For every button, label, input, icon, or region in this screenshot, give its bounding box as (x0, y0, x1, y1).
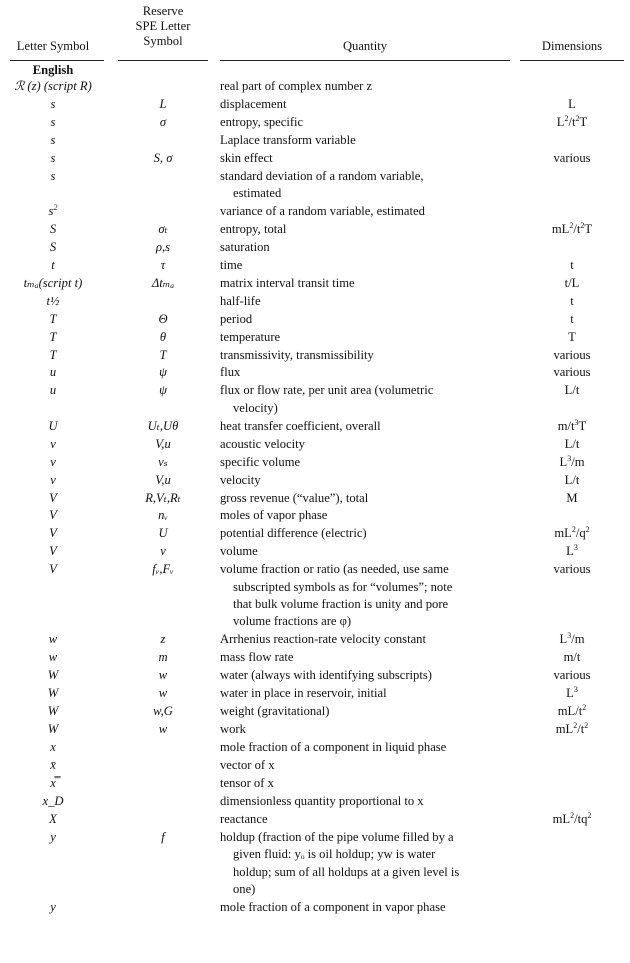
quantity-line: flux or flow rate, per unit area (volumetric (220, 383, 434, 398)
quantity-line: velocity (220, 472, 261, 487)
reserve-symbol: nᵥ (158, 508, 168, 523)
letter-symbol: w (48, 650, 58, 665)
quantity-line: entropy, total (220, 221, 287, 236)
quantity-line: displacement (220, 96, 287, 111)
dimensions: $mL^2/t^2$ (555, 721, 589, 737)
quantity-line: flux (220, 365, 241, 380)
quantity-line: that bulk volume fraction is unity and pore (233, 597, 449, 612)
quantity-line: Laplace transform variable (220, 132, 356, 147)
quantity (220, 311, 520, 328)
quantity (220, 899, 520, 916)
quantity-line: potential difference (electric) (220, 526, 367, 541)
letter-symbol: s (50, 132, 56, 147)
quantity (220, 667, 520, 684)
quantity-line: estimated (233, 186, 282, 201)
dimensions: various (553, 365, 591, 380)
letter-symbol: u (49, 365, 57, 380)
quantity (220, 329, 520, 346)
dimensions: t (570, 293, 574, 308)
table-row (0, 775, 630, 793)
quantity-line: temperature (220, 329, 281, 344)
table-row (0, 899, 630, 917)
header-reserve-line3: Symbol (143, 34, 183, 48)
table-row (0, 221, 630, 239)
reserve-symbol: V,u (155, 436, 171, 451)
quantity-line: moles of vapor phase (220, 508, 328, 523)
dimensions: L/t (564, 472, 580, 487)
letter-symbol: v (50, 454, 56, 469)
reserve-symbol: m (158, 650, 168, 665)
letter-symbol: t½ (46, 293, 60, 308)
table-row (0, 203, 630, 221)
table-row (0, 239, 630, 257)
letter-symbol: W (47, 668, 59, 683)
dimensions: t/L (564, 275, 580, 290)
letter-symbol: w (48, 632, 58, 647)
quantity (220, 703, 520, 720)
table-row (0, 168, 630, 203)
quantity-line: holdup; sum of all holdups at a given level is (233, 864, 460, 879)
quantity (220, 543, 520, 560)
letter-symbol: $s^2$ (48, 203, 58, 219)
dimensions: various (553, 562, 591, 577)
quantity (220, 78, 520, 95)
letter-symbol: V (49, 562, 57, 577)
table-row (0, 739, 630, 757)
letter-symbol: V (49, 508, 57, 523)
table-row (0, 293, 630, 311)
quantity (220, 775, 520, 792)
quantity-line: gross revenue (“value”), total (220, 490, 369, 505)
quantity-line: half-life (220, 293, 261, 308)
table-row (0, 561, 630, 631)
header-letter-symbol: Letter Symbol (16, 39, 90, 53)
dimensions: $mL^2/tq^2$ (552, 810, 592, 826)
table-row (0, 793, 630, 811)
quantity-line: heat transfer coefficient, overall (220, 418, 381, 433)
quantity (220, 454, 520, 471)
letter-symbol: T (49, 347, 57, 362)
header-dimensions: Dimensions (541, 39, 603, 53)
reserve-symbol: τ (160, 257, 166, 272)
quantity-line: skin effect (220, 150, 273, 165)
table-row (0, 436, 630, 454)
quantity (220, 275, 520, 292)
dimensions: various (553, 668, 591, 683)
reserve-symbol: z (160, 632, 166, 647)
table-row (0, 525, 630, 543)
table-row (0, 311, 630, 329)
dimensions: $L^3/m$ (559, 453, 585, 469)
quantity (220, 114, 520, 131)
quantity (220, 525, 520, 542)
table-row (0, 150, 630, 168)
reserve-symbol: U (158, 526, 168, 541)
table-row (0, 829, 630, 899)
letter-symbol: y (50, 899, 56, 914)
quantity-line: volume fraction or ratio (as needed, use same (220, 562, 449, 577)
dimensions: various (553, 347, 591, 362)
quantity-line: velocity) (233, 400, 278, 415)
quantity (220, 757, 520, 774)
quantity-line: subscripted symbols as for “volumes”; note (233, 579, 453, 594)
table-row (0, 721, 630, 739)
symbol-table-body (0, 62, 630, 917)
letter-symbol: S (49, 239, 57, 254)
letter-symbol: W (47, 722, 59, 737)
dimensions: L (568, 96, 576, 111)
letter-symbol: x̄ (50, 757, 56, 772)
header-rule-reserve (118, 60, 208, 61)
quantity-line: mass flow rate (220, 650, 294, 665)
letter-symbol: U (48, 418, 58, 433)
table-row (0, 631, 630, 649)
letter-symbol: V (49, 490, 57, 505)
quantity-line: variance of a random variable, estimated (220, 204, 425, 219)
letter-symbol: x̿ (50, 775, 56, 790)
quantity (220, 96, 520, 113)
letter-symbol: ℛ (z) (script R) (14, 79, 92, 93)
letter-symbol: X (49, 811, 57, 826)
quantity (220, 257, 520, 274)
quantity-line: matrix interval transit time (220, 275, 355, 290)
quantity (220, 418, 520, 435)
quantity (220, 382, 520, 417)
quantity-line: water (always with identifying subscripts) (220, 668, 432, 683)
dimensions: t (570, 257, 574, 272)
table-row (0, 757, 630, 775)
dimensions: $mL/t^2$ (557, 703, 587, 719)
table-row (0, 275, 630, 293)
reserve-symbol: v (160, 544, 166, 559)
letter-symbol: s (50, 114, 56, 129)
reserve-symbol: V,u (155, 472, 171, 487)
dimensions: $mL^2/t^2T$ (551, 220, 593, 236)
quantity-line: vector of x (220, 757, 275, 772)
quantity (220, 472, 520, 489)
reserve-symbol: w (158, 668, 168, 683)
quantity (220, 347, 520, 364)
quantity (220, 685, 520, 702)
letter-symbol: s (50, 168, 56, 183)
dimensions: $m/t^3T$ (557, 417, 587, 433)
table-row (0, 454, 630, 472)
dimensions: t (570, 311, 574, 326)
quantity-line: one) (233, 881, 256, 896)
quantity (220, 364, 520, 381)
quantity (220, 561, 520, 631)
table-row (0, 418, 630, 436)
quantity-line: period (220, 311, 253, 326)
quantity (220, 793, 520, 810)
letter-symbol: T (49, 329, 57, 344)
table-row (0, 667, 630, 685)
quantity (220, 221, 520, 238)
quantity-line: specific volume (220, 454, 301, 469)
reserve-symbol: Δtₘₐ (151, 275, 175, 290)
quantity-line: weight (gravitational) (220, 704, 330, 719)
letter-symbol: W (47, 686, 59, 701)
quantity (220, 811, 520, 828)
header-rule-quantity (220, 60, 510, 61)
reserve-symbol: σ (159, 114, 167, 129)
reserve-symbol: L (159, 96, 167, 111)
quantity-line: transmissivity, transmissibility (220, 347, 374, 362)
quantity (220, 631, 520, 648)
table-row (0, 96, 630, 114)
quantity (220, 829, 520, 899)
quantity-line: dimensionless quantity proportional to x (220, 793, 424, 808)
table-row (0, 543, 630, 561)
quantity-line: time (220, 257, 243, 272)
dimensions: L/t (564, 436, 580, 451)
quantity (220, 132, 520, 149)
letter-symbol: s (50, 150, 56, 165)
reserve-symbol: fᵥ,Fᵥ (152, 562, 174, 577)
reserve-symbol: ρ,s (155, 239, 171, 254)
quantity-line: volume fractions are φ) (233, 614, 352, 629)
reserve-symbol: θ (159, 329, 167, 344)
letter-symbol: V (49, 544, 57, 559)
reserve-symbol: R,Vₜ,Rₜ (145, 490, 181, 505)
reserve-symbol: vₛ (158, 454, 168, 469)
quantity (220, 203, 520, 220)
section-row (0, 62, 630, 78)
quantity (220, 739, 520, 756)
table-row (0, 649, 630, 667)
reserve-symbol: ψ (159, 383, 167, 398)
dimensions: m/t (563, 650, 581, 665)
reserve-symbol: w (158, 722, 168, 737)
table-row (0, 685, 630, 703)
quantity (220, 239, 520, 256)
quantity (220, 436, 520, 453)
quantity (220, 490, 520, 507)
header-reserve-line1: Reserve (142, 4, 184, 18)
quantity (220, 150, 520, 167)
quantity-line: entropy, specific (220, 114, 304, 129)
quantity-line: mole fraction of a component in vapor phase (220, 899, 446, 914)
quantity (220, 293, 520, 310)
quantity-line: acoustic velocity (220, 436, 305, 451)
table-row (0, 347, 630, 365)
table-row (0, 132, 630, 150)
table-row (0, 364, 630, 382)
letter-symbol: v (50, 472, 56, 487)
reserve-symbol: ψ (159, 365, 167, 380)
dimensions: $mL^2/q^2$ (554, 525, 590, 541)
table-row (0, 329, 630, 347)
table-row (0, 114, 630, 132)
table-row (0, 257, 630, 275)
quantity-line: work (220, 722, 246, 737)
letter-symbol: v (50, 436, 56, 451)
table-row (0, 811, 630, 829)
reserve-symbol: f (161, 829, 165, 844)
dimensions: various (553, 150, 591, 165)
table-row (0, 78, 630, 96)
reserve-symbol: S, σ (153, 150, 173, 165)
table-row (0, 507, 630, 525)
quantity-line: mole fraction of a component in liquid phase (220, 740, 447, 755)
letter-symbol: y (50, 829, 56, 844)
quantity (220, 721, 520, 738)
quantity (220, 507, 520, 524)
quantity-line: Arrhenius reaction-rate velocity constant (220, 632, 426, 647)
letter-symbol: S (49, 221, 57, 236)
header-quantity: Quantity (342, 39, 388, 53)
letter-symbol: tₘₐ(script t) (23, 275, 83, 290)
letter-symbol: u (49, 383, 57, 398)
quantity-line: volume (220, 544, 258, 559)
reserve-symbol: w,G (153, 704, 173, 719)
quantity-line: holdup (fraction of the pipe volume filled by a (220, 829, 454, 844)
header-rule-letter (10, 60, 104, 61)
reserve-symbol: Θ (158, 311, 168, 326)
letter-symbol: x_D (42, 793, 64, 808)
reserve-symbol: σₜ (158, 221, 168, 236)
letter-symbol: s (50, 96, 56, 111)
dimensions: T (568, 329, 576, 344)
letter-symbol: t (51, 257, 55, 272)
dimensions: $L^3/m$ (559, 631, 585, 647)
section-label: English (32, 63, 74, 77)
dimensions: $L^3$ (566, 543, 578, 559)
table-row (0, 703, 630, 721)
dimensions: L/t (564, 383, 580, 398)
header-rule-dimensions (520, 60, 624, 61)
table-header (0, 4, 630, 62)
table-row (0, 382, 630, 417)
reserve-symbol: w (158, 686, 168, 701)
letter-symbol: T (49, 311, 57, 326)
quantity-line: real part of complex number z (220, 79, 373, 93)
dimensions: $L^3$ (566, 685, 578, 701)
letter-symbol: V (49, 526, 57, 541)
reserve-symbol: Uₜ,Uθ (147, 418, 179, 433)
letter-symbol: x (50, 740, 56, 755)
reserve-symbol: T (159, 347, 167, 362)
quantity-line: saturation (220, 239, 270, 254)
quantity-line: water in place in reservoir, initial (220, 686, 387, 701)
header-reserve-symbol (108, 4, 218, 49)
dimensions: M (566, 490, 578, 505)
quantity-line: reactance (220, 811, 268, 826)
quantity-line: given fluid: yₒ is oil holdup; yw is water (233, 847, 436, 862)
table-row (0, 472, 630, 490)
letter-symbol: W (47, 704, 59, 719)
quantity-line: standard deviation of a random variable, (220, 168, 424, 183)
dimensions: $L^2/t^2T$ (556, 113, 588, 129)
quantity (220, 168, 520, 203)
quantity (220, 649, 520, 666)
table-row (0, 490, 630, 508)
quantity-line: tensor of x (220, 775, 274, 790)
header-reserve-line2: SPE Letter (135, 19, 191, 33)
